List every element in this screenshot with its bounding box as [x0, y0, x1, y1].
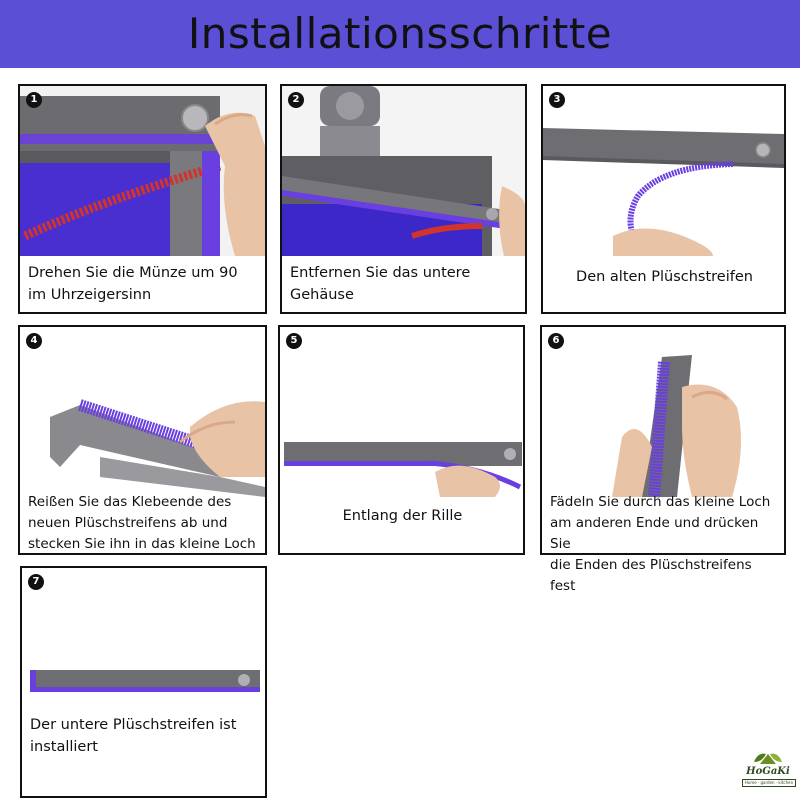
step-4-photo — [20, 327, 265, 497]
step-7-photo — [22, 568, 265, 708]
step-6-caption — [550, 492, 778, 597]
step-2-number-badge: 2 — [288, 92, 304, 108]
step-6-caption-line-2: am anderen Ende und drücken Sie — [550, 515, 759, 552]
step-3-photo — [543, 86, 784, 256]
step-4-caption-line-3: stecken Sie ihn in das kleine Loch — [28, 536, 256, 552]
step-5-photo — [280, 327, 523, 497]
step-6-caption-line-1: Fädeln Sie durch das kleine Loch — [550, 494, 771, 510]
step-6-card — [540, 325, 786, 594]
step-7-number-badge: 7 — [28, 574, 44, 590]
step-5-caption — [288, 505, 517, 527]
leaf-house-icon — [740, 746, 796, 768]
step-7-caption-line-1: Der untere Plüschstreifen ist — [30, 717, 237, 733]
page-title: Installationsschritte — [187, 9, 613, 58]
step-7-card — [20, 566, 267, 798]
step-2-caption-line-1: Entfernen Sie das untere — [290, 265, 471, 281]
step-2-card — [280, 84, 527, 314]
step-6-photo — [542, 327, 784, 497]
step-4-card — [18, 325, 267, 555]
step-4-caption-line-1: Reißen Sie das Klebeende des — [28, 494, 232, 510]
step-2-caption-line-2: Gehäuse — [290, 287, 354, 303]
step-5-number-badge: 5 — [286, 333, 302, 349]
step-3-number-badge: 3 — [549, 92, 565, 108]
brand-name: HoGaKi — [746, 766, 790, 777]
step-3-card — [541, 84, 786, 314]
step-6-caption-line-3: die Enden des Plüschstreifens fest — [550, 557, 752, 594]
step-7-caption — [30, 714, 259, 758]
step-1-photo — [20, 86, 265, 256]
step-1-caption — [28, 262, 259, 306]
step-4-caption — [28, 492, 259, 555]
step-7-caption-line-2: installiert — [30, 739, 98, 755]
step-4-caption-line-2: neuen Plüschstreifens ab und — [28, 515, 228, 531]
step-1-caption-line-1: Drehen Sie die Münze um 90 — [28, 265, 238, 281]
step-4-number-badge: 4 — [26, 333, 42, 349]
step-5-card — [278, 325, 525, 555]
step-2-caption — [290, 262, 519, 306]
step-6-number-badge: 6 — [548, 333, 564, 349]
step-1-number-badge: 1 — [26, 92, 42, 108]
step-1-caption-line-2: im Uhrzeigersinn — [28, 287, 152, 303]
step-5-caption-line-1: Entlang der Rille — [342, 508, 463, 524]
brand-logo — [740, 746, 796, 794]
step-3-caption-line-1: Den alten Plüschstreifen — [576, 269, 753, 285]
step-1-card — [18, 84, 267, 314]
step-3-caption — [551, 266, 778, 288]
brand-tagline: Home · garden · kitchen — [742, 779, 796, 787]
step-2-photo — [282, 86, 525, 256]
